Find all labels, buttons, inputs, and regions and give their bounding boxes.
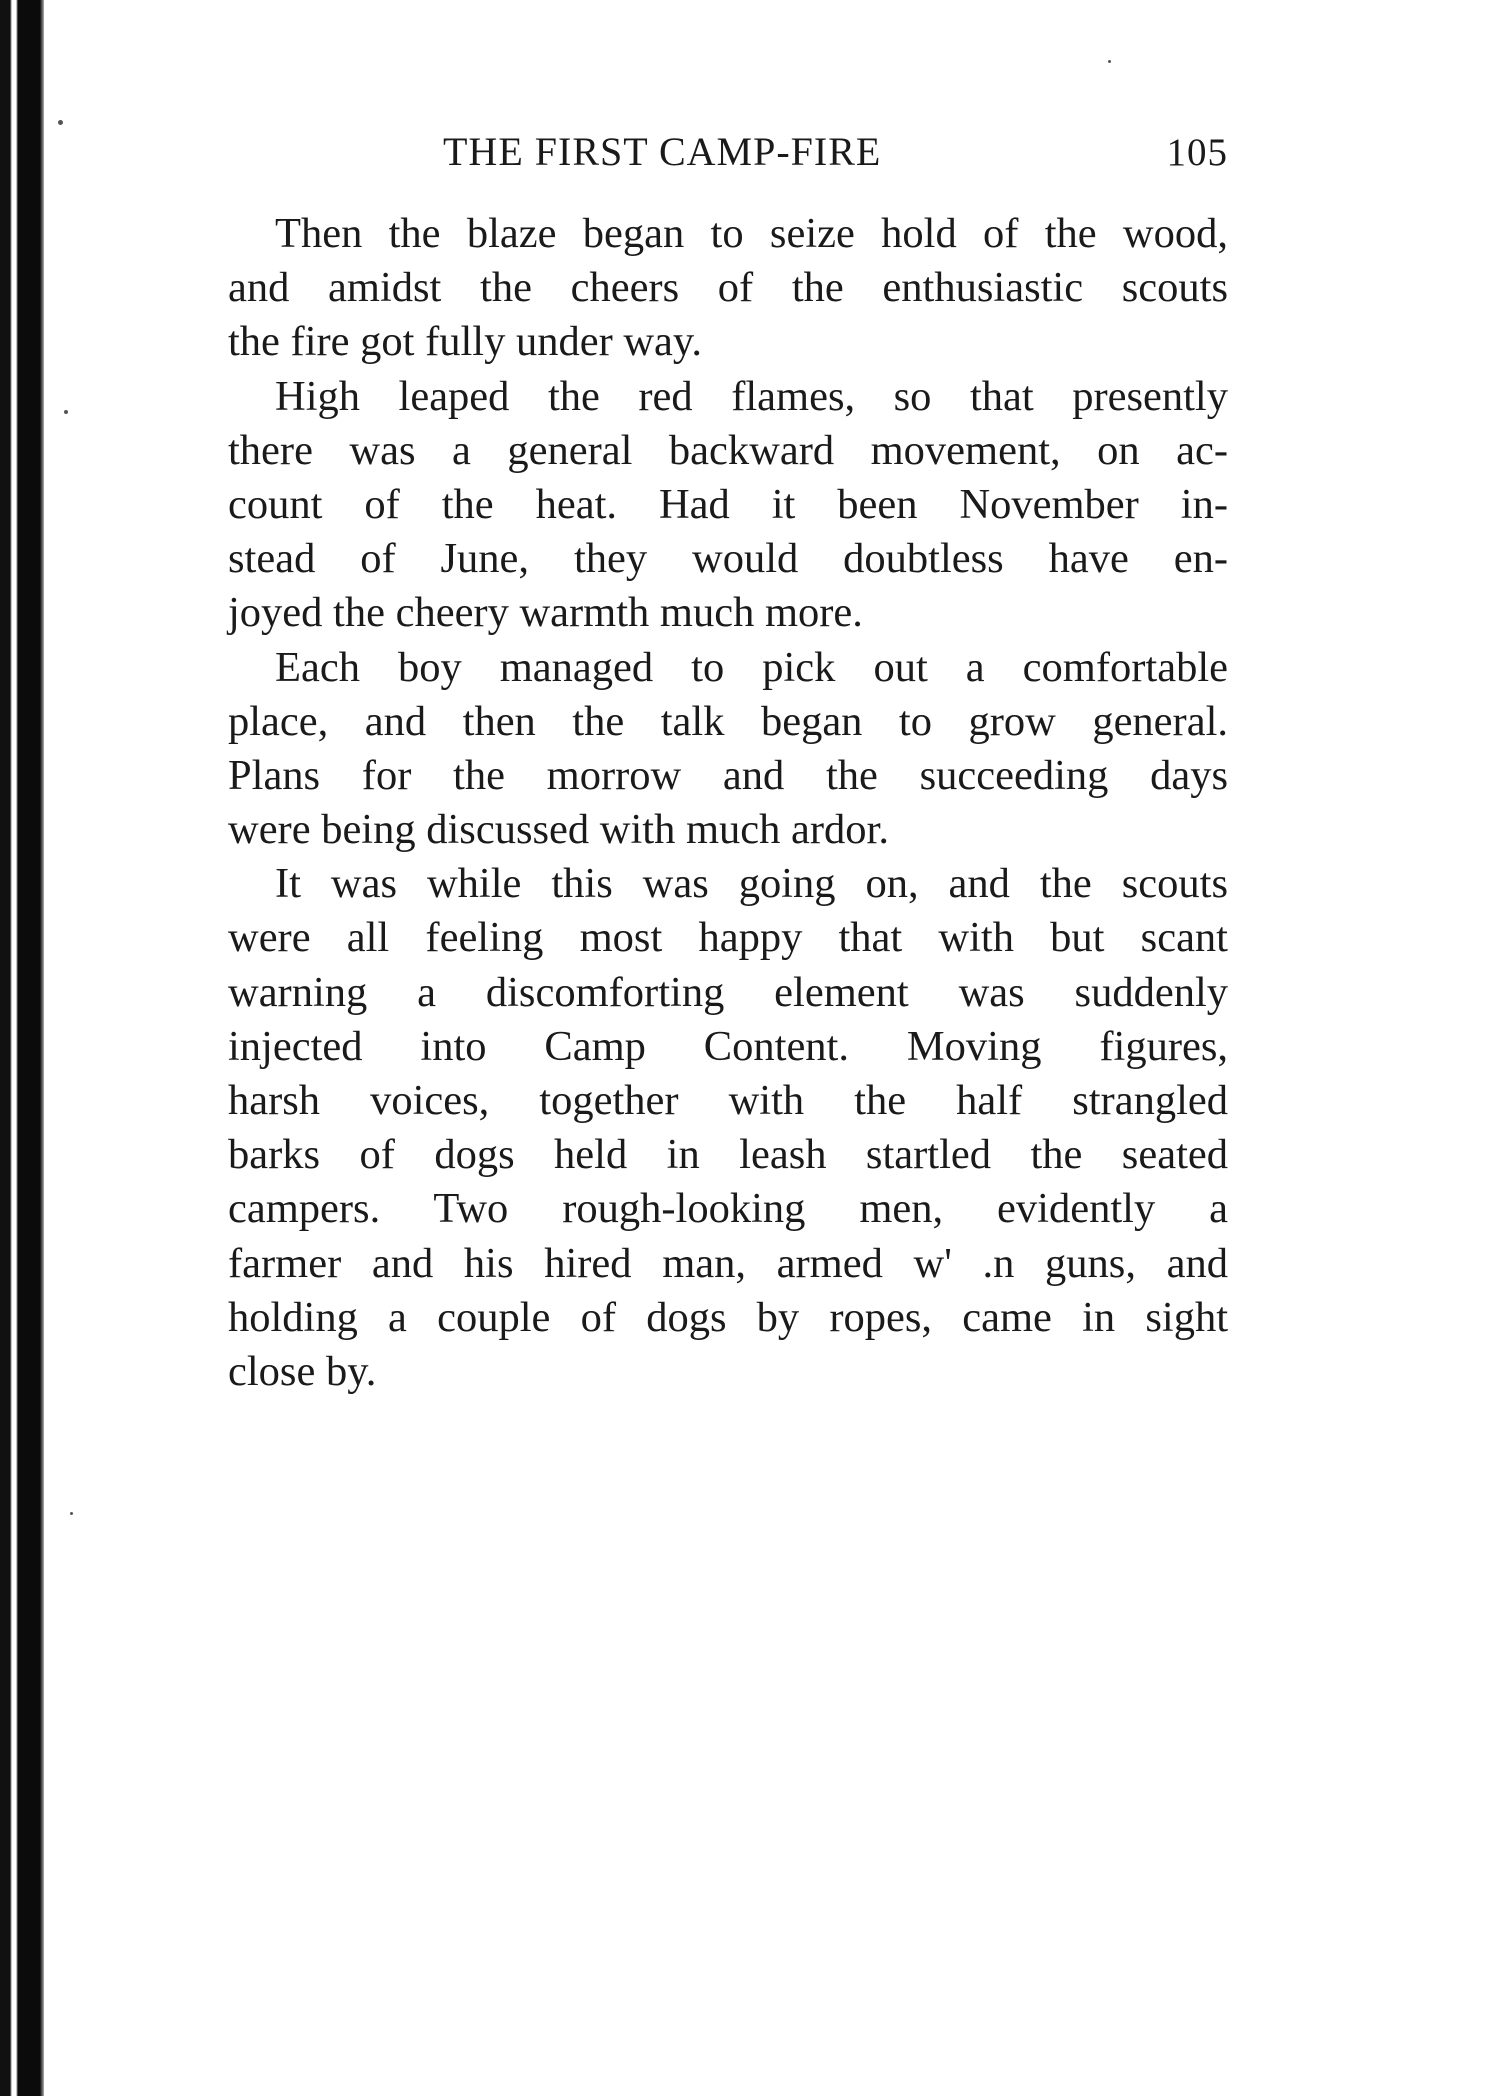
text-line: High leaped the red flames, so that presently bbox=[275, 372, 1228, 420]
text-line: warning a discomforting element was suddenly bbox=[228, 968, 1228, 1016]
text-line: campers. Two rough-looking men, evidently a bbox=[228, 1185, 1228, 1233]
text-line: Then the blaze began to seize hold of the wood, bbox=[275, 210, 1228, 257]
text-line: and amidst the cheers of the enthusiastic scouts bbox=[228, 264, 1228, 312]
scan-speck bbox=[64, 410, 68, 414]
text-line: joyed the cheery warmth much more. bbox=[228, 589, 863, 637]
text-line: place, and then the talk began to grow general. bbox=[228, 697, 1228, 745]
text-line: there was a general backward movement, on ac- bbox=[228, 426, 1228, 474]
text-line: holding a couple of dogs by ropes, came in sight bbox=[228, 1293, 1228, 1341]
scan-speck bbox=[70, 1512, 73, 1515]
running-head bbox=[228, 128, 1228, 188]
scan-speck bbox=[1108, 60, 1111, 63]
text-line: It was while this was going on, and the scouts bbox=[275, 860, 1228, 908]
text-line: were being discussed with much ardor. bbox=[228, 806, 889, 854]
text-line: count of the heat. Had it been November in- bbox=[228, 480, 1228, 528]
text-line: stead of June, they would doubtless have en- bbox=[228, 535, 1228, 583]
text-line: close by. bbox=[228, 1347, 377, 1395]
body-text bbox=[228, 207, 1228, 1399]
text-line: the fire got fully under way. bbox=[228, 318, 703, 366]
text-line: Plans for the morrow and the succeeding days bbox=[228, 751, 1228, 799]
running-title: THE FIRST CAMP-FIRE bbox=[443, 129, 882, 174]
scan-speck bbox=[58, 120, 63, 125]
text-line: farmer and his hired man, armed w' .n guns, and bbox=[228, 1239, 1228, 1287]
text-line: Each boy managed to pick out a comfortable bbox=[275, 643, 1228, 691]
text-line: barks of dogs held in leash startled the seated bbox=[228, 1131, 1228, 1179]
page-number: 105 bbox=[1166, 131, 1228, 174]
text-line: injected into Camp Content. Moving figures, bbox=[228, 1022, 1228, 1070]
text-line: were all feeling most happy that with but scant bbox=[228, 914, 1228, 962]
text-line: harsh voices, together with the half strangled bbox=[228, 1077, 1228, 1124]
binding-edge bbox=[0, 0, 44, 2096]
